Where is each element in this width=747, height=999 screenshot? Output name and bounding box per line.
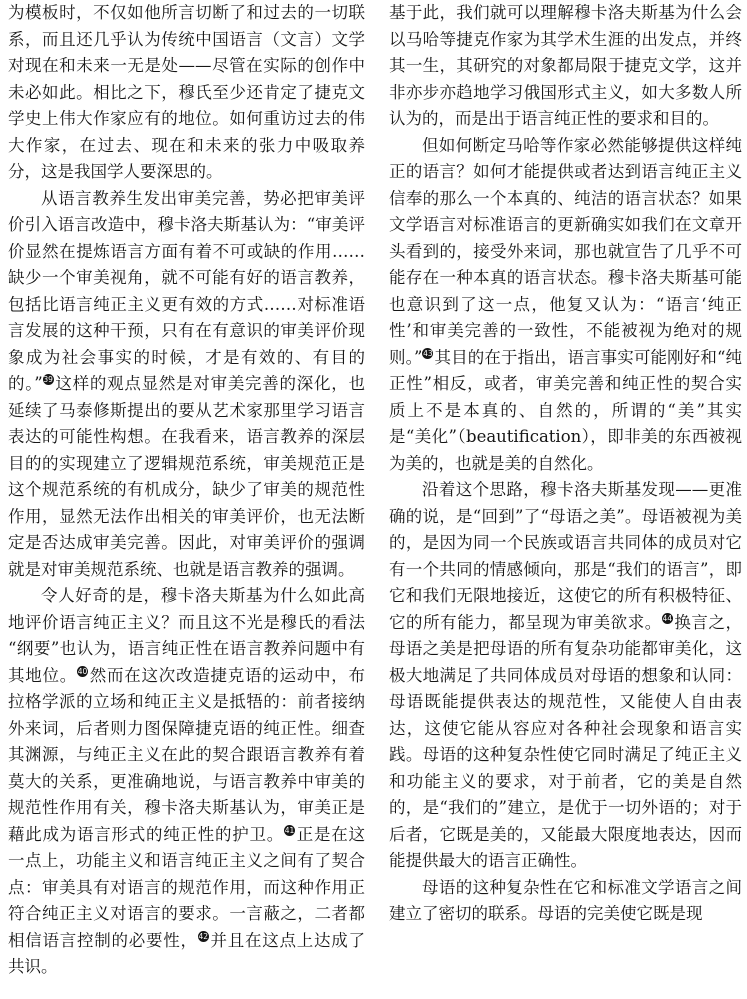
left-column: [8, 0, 365, 981]
paragraph: [8, 0, 365, 186]
paragraph: [389, 477, 742, 875]
footnote-marker[interactable]: 39: [43, 375, 53, 384]
paragraph-text: 并且在这点上达成了共识。: [8, 930, 365, 976]
paragraph-text: 但如何断定马哈等作家必然能够提供这样纯正的语言？如何才能提供或者达到语言纯正主义信奉的那么一个本真的、纯洁的语言状态？如果文学语言对标准语言的更新确实如我们在文章开头看到的，接受外来词，那也就宣告了几乎不可能存在一种本真的语言状态。穆卡洛夫斯基可能也意识到了这一点，他复又认为：“语言‘纯正性’和审美完善的一致性，不能被视为绝对的规则。”: [389, 135, 742, 367]
paragraph-text: 然而在这次改造捷克语的运动中，布拉格学派的立场和纯正主义是抵牾的：前者接纳外来词，后者则力图保障捷克语的纯正性。细查其渊源，与纯正主义在此的契合跟语言教养有着莫大的关系，更准确地说，与语言教养中审美的规范性作用有关，穆卡洛夫斯基认为，审美正是藉此成为语言形式的纯正性的护卫。: [8, 665, 365, 844]
paragraph-text: 正是在这一点上，功能主义和语言纯正主义之间有了契合点：审美具有对语言的规范作用，而这种作用正符合纯正主义对语言的要求。一言蔽之，二者都相信语言控制的必要性，: [8, 824, 365, 950]
paragraph-text: 母语的这种复杂性在它和标准文学语言之间建立了密切的联系。母语的完美使它既是现: [389, 877, 742, 923]
paragraph: [8, 186, 365, 584]
paragraph-text: 换言之，母语之美是把母语的所有复杂功能都审美化，这极大地满足了共同体成员对母语的想象和认同：母语既能提供表达的规范性，又能使人自由表达，这使它能从容应对各种社会现象和语言实践。母语的这种复杂性使它同时满足了纯正主义和功能主义的要求，对于前者，它的美是自然的，是“我们的”建立，是优于一切外语的；对于后者，它既是美的，又能最大限度地表达，因而能提供最大的语言正确性。: [389, 612, 743, 870]
paragraph-text: 从语言教养生发出审美完善，势必把审美评价引入语言改造中，穆卡洛夫斯基认为：“审美评价显然在提炼语言方面有着不可或缺的作用……缺少一个审美视角，就不可能有好的语言教养，包括比语言纯正主义更有效的方式……对标准语言发展的这种干预，只有在有意识的审美评价现象成为社会事实的时候，才是有效的、有目的的。”: [8, 188, 365, 393]
paragraph-text: 沿着这个思路，穆卡洛夫斯基发现——更准确的说，是“回到”了“母语之美”。母语被视为美的，是因为同一个民族或语言共同体的成员对它有一个共同的情感倾向，那是“我们的语言”，即它和我们无限地接近，这使它的所有积极特征、它的所有能力，都呈现为审美欲求。: [389, 480, 742, 632]
footnote-marker[interactable]: 43: [423, 348, 433, 358]
paragraph: [389, 0, 742, 133]
paragraph-text: 为模板时，不仅如他所言切断了和过去的一切联系，而且还几乎认为传统中国语言（文言）文学对现在和未来一无是处——尽管在实际的创作中未必如此。相比之下，穆氏至少还肯定了捷克文学史上伟大作家应有的地位。如何重访过去的伟大作家，在过去、现在和未来的张力中吸取养分，这是我国学人要深思的。: [8, 3, 365, 181]
footnote-marker[interactable]: 44: [662, 613, 673, 623]
paragraph-text: 基于此，我们就可以理解穆卡洛夫斯基为什么会以马哈等捷克作家为其学术生涯的出发点，并终其一生，其研究的对象都局限于捷克文学，这并非亦步亦趋地学习俄国形式主义，如大多数人所认为的，而是出于语言纯正性的要求和目的。: [389, 3, 742, 128]
footnote-marker[interactable]: 40: [77, 666, 88, 676]
paragraph: [389, 133, 742, 478]
paragraph: [8, 583, 365, 981]
paragraph-text: 这样的观点显然是对审美完善的深化，也延续了马泰修斯提出的要从艺术家那里学习语言表达的可能性构想。在我看来，语言教养的深层目的的实现建立了逻辑规范系统，审美规范正是这个规范系统的有机成分，缺少了审美的规范性作用，显然无法作出相关的审美评价，也无法断定是否达成审美完善。因此，对审美评价的强调就是对审美规范系统、也就是语言教养的强调。: [8, 374, 366, 579]
paragraph-text: 其目的在于指出，语言事实可能刚好和“纯正性”相反，或者，审美完善和纯正性的契合实质上不是本真的、自然的，所谓的“美”其实是“美化”（beautification），即非美的东西被视为美的，也就是美的自然化。: [389, 347, 743, 473]
right-column: [389, 0, 742, 928]
paragraph: [389, 875, 742, 928]
footnote-marker[interactable]: 42: [198, 931, 209, 941]
footnote-marker[interactable]: 41: [284, 825, 295, 835]
paragraph-text: 令人好奇的是，穆卡洛夫斯基为什么如此高地评价语言纯正主义？而且这不光是穆氏的看法 “纲要”也认为，语言纯正性在语言教养问题中有其地位。: [8, 586, 365, 685]
